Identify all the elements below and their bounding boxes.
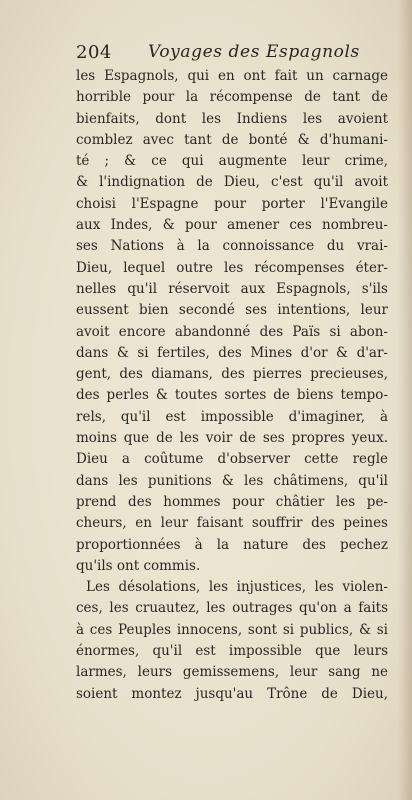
text-line: choisi l'Espagne pour porter l'Evangile bbox=[76, 195, 388, 212]
text-line: nelles qu'il réservoit aux Espagnols, s'ils bbox=[76, 280, 388, 297]
text-line: moins que de les voir de ses propres yeux. bbox=[76, 430, 388, 447]
page-header bbox=[76, 42, 396, 66]
text-line: ses Nations à la connoissance du vrai- bbox=[76, 238, 388, 255]
text-line: horrible pour la récompense de tant de bbox=[76, 89, 388, 106]
text-line: des perles & toutes sortes de biens tempo- bbox=[76, 387, 388, 404]
text-line: bienfaits, dont les Indiens les avoient bbox=[76, 110, 388, 127]
text-line: Dieu a coûtume d'observer cette regle bbox=[76, 451, 388, 468]
text-line: cheurs, en leur faisant souffrir des peines bbox=[76, 515, 388, 532]
text-line: les Espagnols, qui en ont fait un carnage bbox=[76, 68, 388, 84]
text-line: dans & si fertiles, des Mines d'or & d'ar- bbox=[76, 344, 388, 361]
text-line: té ; & ce qui augmente leur crime, bbox=[76, 153, 388, 170]
running-title: Voyages des Espagnols bbox=[148, 42, 360, 62]
text-line: comblez avec tant de bonté & d'humani- bbox=[76, 131, 388, 148]
text-line: eussent bien secondé ses intentions, leur bbox=[76, 302, 388, 319]
text-line: Dieu, lequel outre les récompenses éter- bbox=[76, 259, 388, 276]
text-line: avoit encore abandonné des Païs si abon- bbox=[76, 323, 388, 340]
text-line: dans les punitions & les châtimens, qu'il bbox=[76, 472, 388, 489]
body-text bbox=[76, 66, 388, 705]
text-line: prend des hommes pour châtier les pe- bbox=[76, 493, 388, 510]
page-number: 204 bbox=[76, 42, 112, 63]
text-line: proportionnées à la nature des pechez bbox=[76, 536, 388, 553]
text-line: à ces Peuples innocens, sont si publics, & si bbox=[76, 621, 388, 638]
text-line: aux Indes, & pour amener ces nombreu- bbox=[76, 217, 388, 234]
text-line: larmes, leurs gemissemens, leur sang ne bbox=[76, 664, 388, 681]
text-line: & l'indignation de Dieu, c'est qu'il avoit bbox=[76, 174, 388, 191]
text-line: qu'ils ont commis. bbox=[76, 557, 201, 574]
page-gutter-shadow bbox=[398, 0, 412, 800]
text-line: énormes, qu'il est impossible que leurs bbox=[76, 643, 388, 660]
text-line: rels, qu'il est impossible d'imaginer, à bbox=[76, 408, 388, 425]
text-line: ces, les cruautez, les outrages qu'on a faits bbox=[76, 600, 388, 617]
text-line: Les désolations, les injustices, les violen- bbox=[86, 579, 388, 596]
text-line: gent, des diamans, des pierres precieuses, bbox=[76, 366, 388, 383]
text-line: soient montez jusqu'au Trône de Dieu, bbox=[76, 685, 388, 702]
